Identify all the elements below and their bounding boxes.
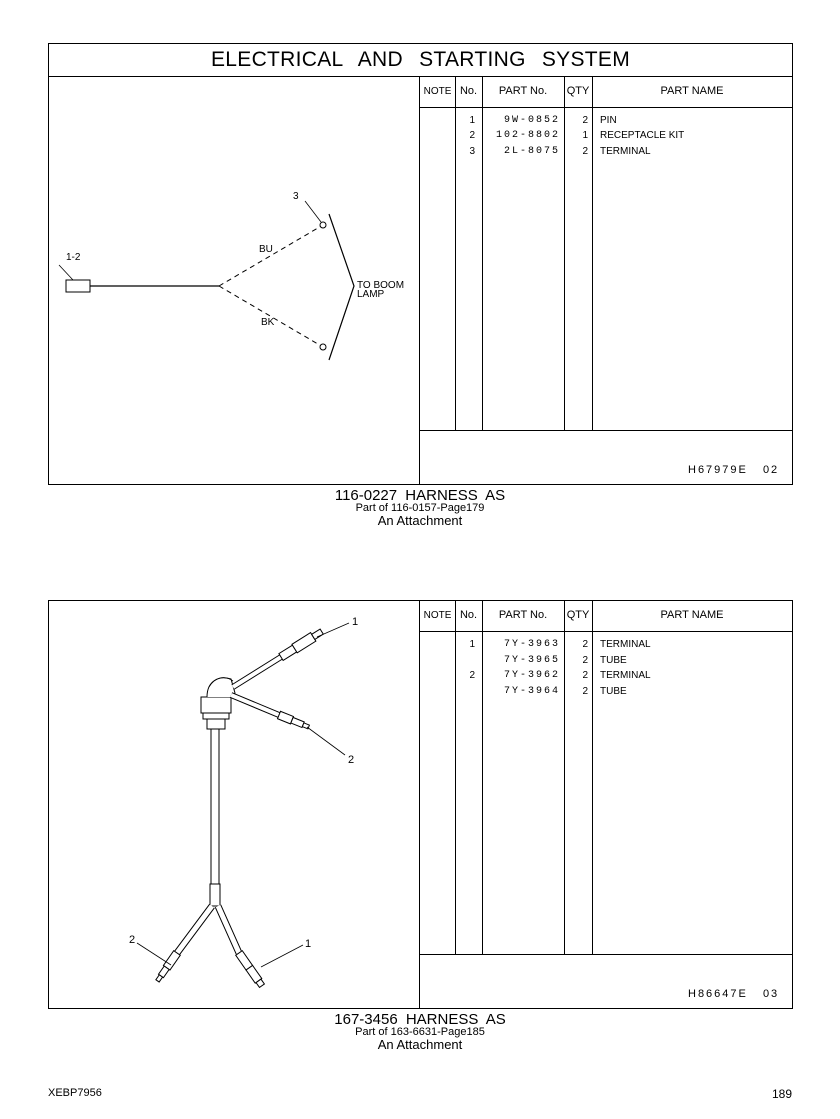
caption-sub: Part of 116-0157-Page179: [355, 502, 485, 514]
label-item-1-2: 1-2: [66, 252, 81, 263]
header-part-no: PART No.: [498, 85, 548, 97]
section1-caption: [220, 488, 620, 527]
section2-harness-drawing: [49, 601, 418, 1008]
row-no: 2: [469, 130, 475, 141]
header-part-name: PART NAME: [660, 85, 724, 97]
footer-page-number: 189: [772, 1087, 793, 1101]
section1-parts-table: [420, 77, 792, 484]
header-qty: QTY: [566, 85, 590, 97]
section2-ref-code: [688, 988, 779, 1000]
row-part-name: TERMINAL: [600, 146, 651, 157]
row-qty: 2: [582, 639, 588, 650]
terminal-top: [320, 222, 326, 228]
row-part-no: 7Y-3964: [503, 686, 560, 697]
caption-sub2: An Attachment: [377, 1037, 463, 1052]
right-terminal: [278, 711, 311, 730]
label-bk: BK: [261, 317, 275, 328]
caption-sub: Part of 163-6631-Page185: [355, 1026, 485, 1038]
row-no: 3: [469, 146, 475, 157]
caption-main: 167-3456 HARNESS AS: [334, 1011, 506, 1028]
upper-terminal: [278, 627, 324, 661]
section2-caption: [220, 1012, 620, 1051]
caption-sub2: An Attachment: [377, 513, 463, 528]
ref-num: 02: [762, 464, 780, 476]
connector-box: [66, 280, 90, 292]
row-part-no: 2L-8075: [503, 146, 560, 157]
section1-ref-code: [688, 464, 779, 476]
row-part-no: 7Y-3965: [503, 655, 560, 666]
footer-doc-code: XEBP7956: [48, 1087, 102, 1099]
row-part-no: 7Y-3962: [503, 670, 560, 681]
label-lamp: LAMP: [357, 289, 385, 300]
row-part-no: 7Y-3963: [503, 639, 560, 650]
header-qty: QTY: [566, 609, 590, 621]
splice-sleeve: [210, 884, 220, 906]
header-part-no: PART No.: [498, 609, 548, 621]
label-to-boom: TO BOOM: [357, 280, 405, 291]
header-no: No.: [459, 85, 478, 97]
page-title: ELECTRICAL AND STARTING SYSTEM: [48, 43, 793, 77]
header-note: NOTE: [423, 86, 452, 97]
row-no: 2: [469, 670, 475, 681]
row-qty: 2: [582, 670, 588, 681]
row-part-no: 9W-0852: [503, 115, 560, 126]
main-cable: [211, 729, 219, 884]
row-qty: 2: [582, 686, 588, 697]
row-no: 1: [469, 639, 475, 650]
boom-lamp-bracket: [329, 214, 354, 360]
row-no: 1: [469, 115, 475, 126]
header-no: No.: [459, 609, 478, 621]
row-qty: 2: [582, 146, 588, 157]
row-part-name: TERMINAL: [600, 670, 651, 681]
label-item-3: 3: [293, 191, 299, 202]
caption-main: 116-0227 HARNESS AS: [334, 487, 506, 504]
header-part-name: PART NAME: [660, 609, 724, 621]
ref-code: H86647E: [688, 988, 748, 1000]
row-part-name: TUBE: [600, 686, 627, 697]
bottom-left-terminal: [154, 951, 180, 983]
row-qty: 1: [582, 130, 588, 141]
row-part-name: TUBE: [600, 655, 627, 666]
header-note: NOTE: [423, 610, 452, 621]
callout-1-top: 1: [352, 616, 359, 628]
row-part-name: RECEPTACLE KIT: [600, 130, 685, 141]
callout-1-bottom: 1: [305, 938, 312, 950]
row-qty: 2: [582, 115, 588, 126]
row-part-no: 102-8802: [495, 130, 560, 141]
row-qty: 2: [582, 655, 588, 666]
elbow-connector: [201, 678, 235, 729]
ref-num: 03: [762, 988, 780, 1000]
callout-2-bottom: 2: [129, 934, 136, 946]
section2-parts-table: [420, 601, 792, 1008]
bottom-right-terminal: [236, 951, 265, 988]
section1-wiring-diagram: [49, 77, 418, 484]
label-bu: BU: [259, 244, 273, 255]
terminal-bottom: [320, 344, 326, 350]
row-part-name: PIN: [600, 115, 617, 126]
ref-code: H67979E: [688, 464, 748, 476]
row-part-name: TERMINAL: [600, 639, 651, 650]
bu-wire: [219, 225, 323, 286]
callout-2-right: 2: [348, 754, 355, 766]
